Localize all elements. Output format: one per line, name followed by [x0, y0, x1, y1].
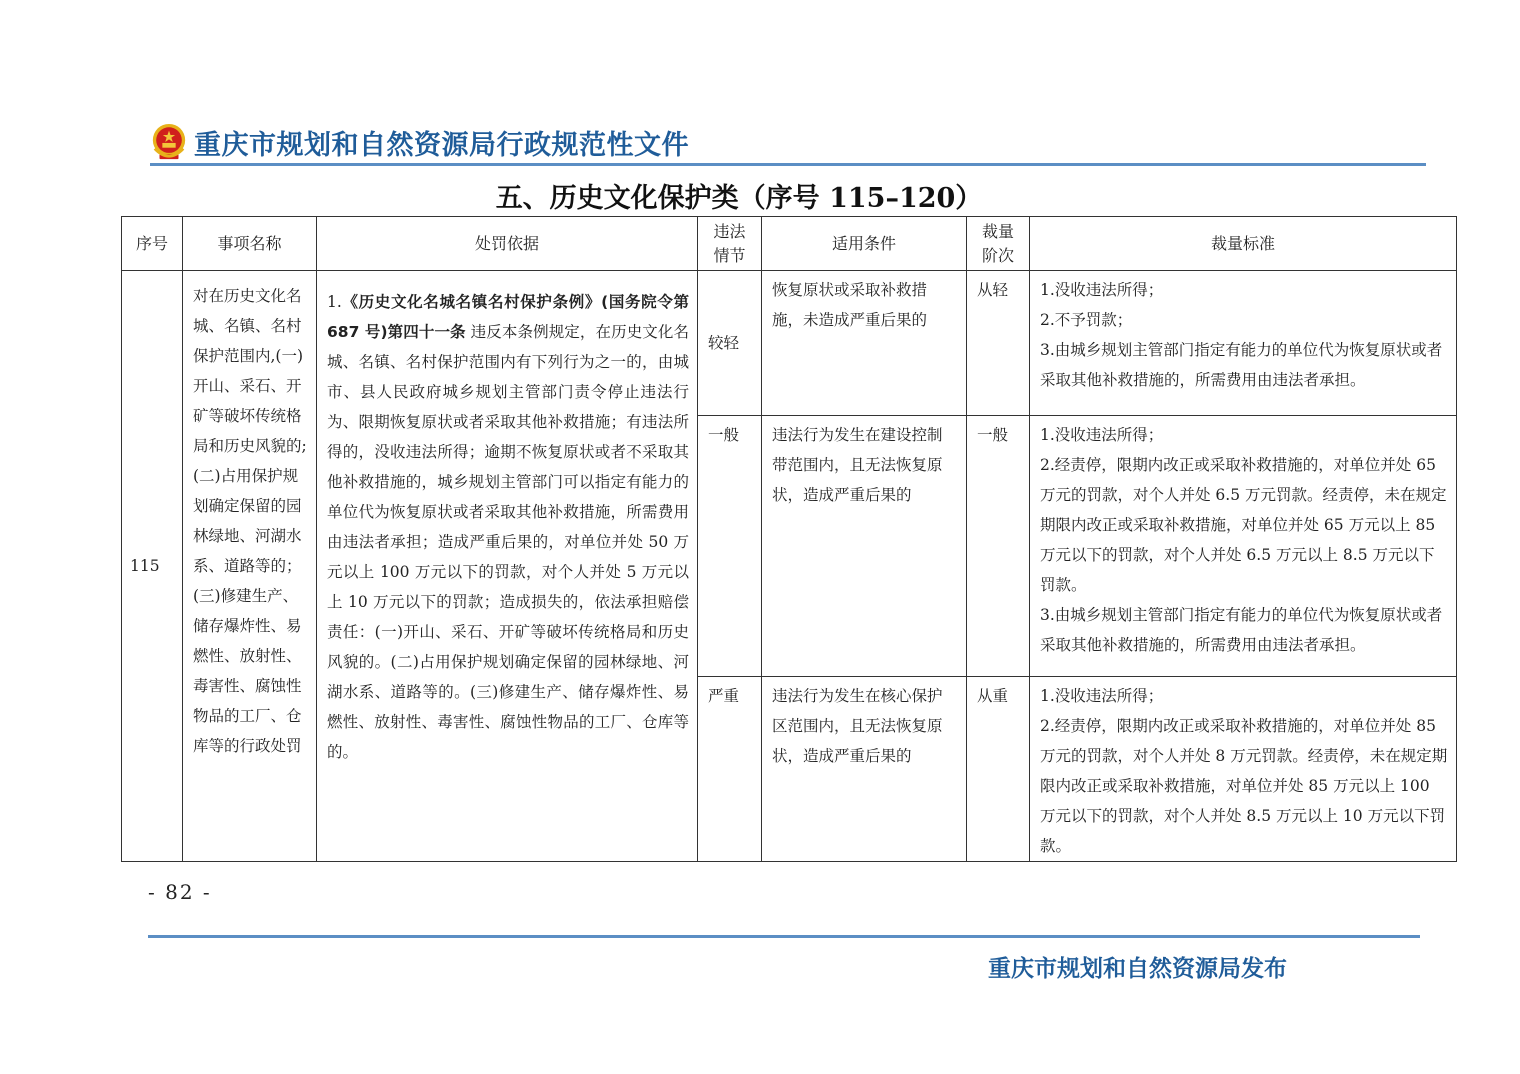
header-level — [967, 217, 1030, 271]
basis-prefix: 1. — [327, 293, 342, 311]
standard-item: 1.没收违法所得； — [1040, 426, 1164, 444]
header-basis: 处罚依据 — [317, 217, 698, 271]
severity-cell: 严重 — [698, 677, 762, 862]
basis-cell — [317, 271, 698, 862]
header-level-line1: 裁量 — [981, 221, 1014, 241]
item-name-cell: 对在历史文化名城、名镇、名村保护范围内,(一)开山、采石、开矿等破坏传统格局和历史风貌的;(二)占用保护规划确定保留的园林绿地、河湖水系、道路等的；(三)修建生产、储存爆炸性、易燃性、放射性、毒害性、腐蚀性物品的工厂、仓库等的行政处罚 — [183, 271, 317, 862]
header-divider — [150, 163, 1426, 166]
footer-divider — [148, 935, 1420, 938]
header-name: 事项名称 — [183, 217, 317, 271]
condition-cell: 恢复原状或采取补救措施，未造成严重后果的 — [762, 271, 967, 416]
standard-item: 2.经责停，限期内改正或采取补救措施的，对单位并处 85 万元的罚款，对个人并处 8 万元罚款。经责停，未在规定期限内改正或采取补救措施，对单位并处 85 万元以上 100 万元以下的罚款，对个人并处 8.5 万元以上 10 万元以下罚款。 — [1040, 717, 1448, 855]
standard-item: 2.经责停，限期内改正或采取补救措施的，对单位并处 65 万元的罚款，对个人并处 6.5 万元罚款。经责停，未在规定期限内改正或采取补救措施，对单位并处 65 万元以上 85 万元以下的罚款，对个人并处 6.5 万元以上 8.5 万元以下罚款。 — [1040, 456, 1447, 594]
header-severity-line1: 违法 — [713, 221, 746, 241]
section-title: 五、历史文化保护类（序号 115–120） — [495, 183, 983, 214]
header-condition: 适用条件 — [762, 217, 967, 271]
standard-item: 1.没收违法所得； — [1040, 687, 1164, 705]
severity-cell: 一般 — [698, 416, 762, 677]
standard-cell — [1030, 677, 1457, 862]
standard-cell — [1030, 416, 1457, 677]
table-row — [122, 271, 1457, 416]
standard-item: 3.由城乡规划主管部门指定有能力的单位代为恢复原状或者采取其他补救措施的，所需费用由违法者承担。 — [1040, 341, 1443, 389]
basis-text: 违反本条例规定，在历史文化名城、名镇、名村保护范围内有下列行为之一的，由城市、县人民政府城乡规划主管部门责令停止违法行为、限期恢复原状或者采取其他补救措施；有违法所得的，没收违法所得；逾期不恢复原状或者不采取其他补救措施的，城乡规划主管部门可以指定有能力的单位代为恢复原状或者采取其他补救措施，所需费用由违法者承担；造成严重后果的，对单位并处 50 万元以上 100 万元以下的罚款，对个人并处 5 万元以上 10 万元以下的罚款；造成损失的，依法承担赔偿责任：(一)开山、采石、开矿等破坏传统格局和历史风貌的。(二)占用保护规划确定保留的园林绿地、河湖水系、道路等的。(三)修建生产、储存爆炸性、易燃性、放射性、毒害性、腐蚀性物品的工厂、仓库等的。 — [327, 323, 689, 761]
level-cell: 从轻 — [967, 271, 1030, 416]
condition-cell: 违法行为发生在核心保护区范围内，且无法恢复原状，造成严重后果的 — [762, 677, 967, 862]
header-level-line2: 阶次 — [981, 245, 1014, 265]
condition-cell: 违法行为发生在建设控制带范围内，且无法恢复原状，造成严重后果的 — [762, 416, 967, 677]
table-header-row — [122, 217, 1457, 271]
document-header — [150, 120, 689, 164]
header-severity — [698, 217, 762, 271]
severity-cell: 较轻 — [698, 271, 762, 416]
page-number: - 82 - — [148, 880, 212, 904]
header-standard: 裁量标准 — [1030, 217, 1457, 271]
standard-cell — [1030, 271, 1457, 416]
level-cell: 从重 — [967, 677, 1030, 862]
standard-item: 2.不予罚款； — [1040, 311, 1133, 329]
footer-publisher: 重庆市规划和自然资源局发布 — [988, 956, 1287, 982]
basis-law-title: 《历史文化名城名镇名村保护条例》(国务院令第 687 号)第四十一条 — [327, 293, 689, 341]
header-seq: 序号 — [122, 217, 183, 271]
level-cell: 一般 — [967, 416, 1030, 677]
seq-cell: 115 — [122, 271, 183, 862]
national-emblem-icon — [150, 122, 188, 162]
standard-item: 3.由城乡规划主管部门指定有能力的单位代为恢复原状或者采取其他补救措施的，所需费用由违法者承担。 — [1040, 606, 1443, 654]
header-title: 重庆市规划和自然资源局行政规范性文件 — [194, 129, 689, 161]
header-severity-line2: 情节 — [713, 245, 746, 265]
standard-item: 1.没收违法所得； — [1040, 281, 1164, 299]
penalty-table — [121, 216, 1457, 862]
